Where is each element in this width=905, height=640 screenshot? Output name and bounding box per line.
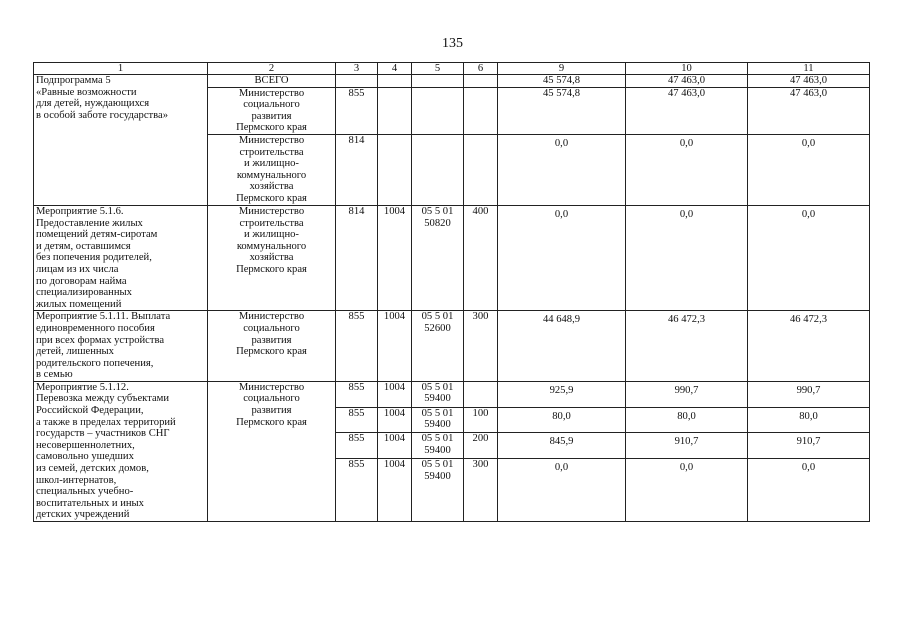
cell-c9: 0,0: [498, 134, 626, 205]
executor-cell: Министерство социального развития Пермского края: [208, 311, 336, 382]
budget-table: [33, 62, 870, 522]
cell-c5: 05 5 01 52600: [412, 311, 464, 382]
cell-c4: 1004: [378, 407, 412, 433]
cell-c4: [378, 75, 412, 88]
cell-c10: 0,0: [626, 205, 748, 310]
header-col-11: 11: [748, 63, 870, 75]
measure-name-cell: Мероприятие 5.1.11. Выплата единовременного пособия при всех формах устройства детей, лишенных родительского попечения, в семью: [34, 311, 208, 382]
cell-c9: 0,0: [498, 205, 626, 310]
header-col-9: 9: [498, 63, 626, 75]
cell-c3: 855: [336, 381, 378, 407]
cell-c11: 910,7: [748, 433, 870, 459]
executor-cell: Министерство социального развития Пермского края: [208, 87, 336, 134]
measure-name-cell: Мероприятие 5.1.6. Предоставление жилых помещений детям-сиротам и детям, оставшимся без попечения родителей, лицам из их числа по договорам найма специализированных жилых помещений: [34, 205, 208, 310]
cell-c11: 80,0: [748, 407, 870, 433]
table-row: [34, 75, 870, 88]
page-number: 135: [442, 36, 463, 51]
cell-c10: 46 472,3: [626, 311, 748, 382]
table-row: [34, 205, 870, 310]
cell-c6: [464, 87, 498, 134]
cell-c3: 855: [336, 433, 378, 459]
cell-c3: 855: [336, 87, 378, 134]
cell-c6: 300: [464, 311, 498, 382]
cell-c5: [412, 134, 464, 205]
cell-c10: 910,7: [626, 433, 748, 459]
table-row: [34, 311, 870, 382]
cell-c4: 1004: [378, 433, 412, 459]
executor-cell: Министерство социального развития Пермского края: [208, 381, 336, 521]
cell-c4: 1004: [378, 459, 412, 522]
cell-c3: 814: [336, 134, 378, 205]
cell-c10: 80,0: [626, 407, 748, 433]
cell-c6: 100: [464, 407, 498, 433]
cell-c11: 0,0: [748, 134, 870, 205]
cell-c9: 925,9: [498, 381, 626, 407]
cell-c3: 855: [336, 459, 378, 522]
cell-c6: 200: [464, 433, 498, 459]
cell-c3: 855: [336, 407, 378, 433]
cell-c5: [412, 75, 464, 88]
cell-c4: 1004: [378, 381, 412, 407]
cell-c5: 05 5 01 50820: [412, 205, 464, 310]
cell-c3: 814: [336, 205, 378, 310]
header-col-3: 3: [336, 63, 378, 75]
cell-c9: 0,0: [498, 459, 626, 522]
cell-c10: 47 463,0: [626, 75, 748, 88]
cell-c6: [464, 381, 498, 407]
cell-c11: 0,0: [748, 459, 870, 522]
cell-c10: 0,0: [626, 134, 748, 205]
cell-c4: [378, 87, 412, 134]
cell-c10: 990,7: [626, 381, 748, 407]
cell-c9: 44 648,9: [498, 311, 626, 382]
cell-c10: 0,0: [626, 459, 748, 522]
program-name-cell: Подпрограмма 5 «Равные возможности для детей, нуждающихся в особой заботе государства»: [34, 75, 208, 206]
cell-c5: 05 5 01 59400: [412, 381, 464, 407]
cell-c11: 0,0: [748, 205, 870, 310]
header-col-1: 1: [34, 63, 208, 75]
cell-c5: 05 5 01 59400: [412, 433, 464, 459]
header-col-10: 10: [626, 63, 748, 75]
cell-c9: 80,0: [498, 407, 626, 433]
cell-c5: [412, 87, 464, 134]
cell-c3: 855: [336, 311, 378, 382]
header-col-6: 6: [464, 63, 498, 75]
cell-c10: 47 463,0: [626, 87, 748, 134]
header-col-2: 2: [208, 63, 336, 75]
cell-c6: [464, 75, 498, 88]
cell-c6: 300: [464, 459, 498, 522]
cell-c5: 05 5 01 59400: [412, 459, 464, 522]
cell-c11: 990,7: [748, 381, 870, 407]
header-col-4: 4: [378, 63, 412, 75]
cell-c9: 845,9: [498, 433, 626, 459]
cell-c9: 45 574,8: [498, 87, 626, 134]
cell-c11: 47 463,0: [748, 87, 870, 134]
cell-c9: 45 574,8: [498, 75, 626, 88]
table-row: [34, 381, 870, 407]
cell-c4: 1004: [378, 311, 412, 382]
executor-cell: ВСЕГО: [208, 75, 336, 88]
executor-cell: Министерство строительства и жилищно- коммунального хозяйства Пермского края: [208, 134, 336, 205]
cell-c6: 400: [464, 205, 498, 310]
cell-c11: 47 463,0: [748, 75, 870, 88]
executor-cell: Министерство строительства и жилищно- коммунального хозяйства Пермского края: [208, 205, 336, 310]
cell-c3: [336, 75, 378, 88]
cell-c5: 05 5 01 59400: [412, 407, 464, 433]
header-row: [34, 63, 870, 75]
cell-c6: [464, 134, 498, 205]
cell-c4: 1004: [378, 205, 412, 310]
cell-c4: [378, 134, 412, 205]
header-col-5: 5: [412, 63, 464, 75]
measure-name-cell: Мероприятие 5.1.12. Перевозка между субъектами Российской Федерации, а также в пределах территорий государств – участников СНГ несовершеннолетних, самовольно ушедших из семей, детских домов, школ-интернатов, специальных учебно- воспитательных и иных детских учреждений: [34, 381, 208, 521]
cell-c11: 46 472,3: [748, 311, 870, 382]
